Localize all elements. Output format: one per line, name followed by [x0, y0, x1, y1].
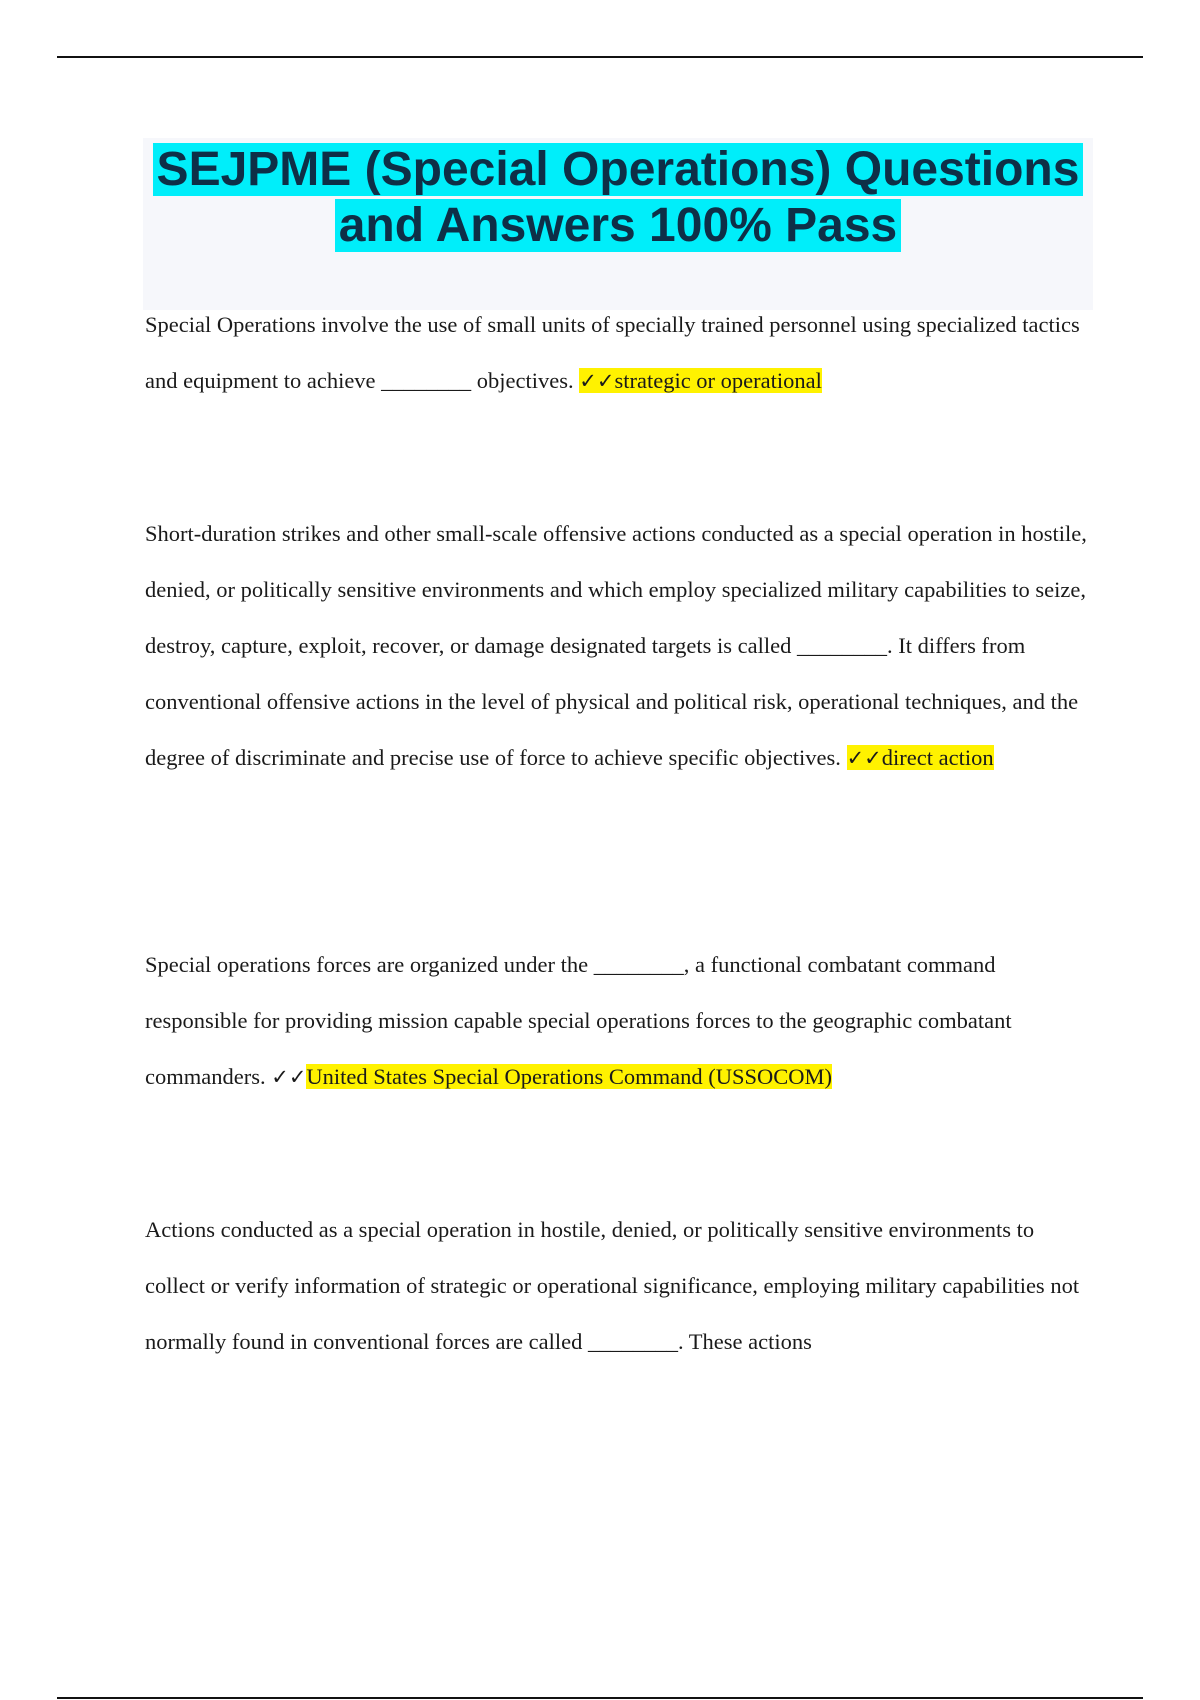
answer-text: direct action — [881, 745, 994, 770]
answer-highlight — [579, 368, 822, 393]
bottom-rule — [57, 1697, 1143, 1699]
qa-item-1 — [145, 297, 1095, 409]
document-title: SEJPME (Special Operations) Questions and Answers 100% Pass — [143, 142, 1093, 254]
checkmark-icon: ✓✓ — [271, 1065, 307, 1089]
question-text: Short-duration strikes and other small-scale offensive actions conducted as a special operation in hostile, denied, or politically sensitive environments and which employ specialized military capabilities to seize, destroy, capture, exploit, recover, or damage designated targets is called ________. It differs from conventional offensive actions in the level of physical and political risk, operational techniques, and the degree of discriminate and precise use of force to achieve specific objectives. — [145, 521, 1087, 770]
qa-item-2 — [145, 506, 1095, 786]
answer-text: United States Special Operations Command (USSOCOM) — [306, 1064, 832, 1089]
answer-highlight — [847, 745, 994, 770]
question-text: Actions conducted as a special operation in hostile, denied, or politically sensitive environments to collect or verify information of strategic or operational significance, employing military capabilities not normally found in conventional forces are called ________. These actions — [145, 1217, 1080, 1354]
qa-item-4 — [145, 1202, 1095, 1370]
checkmark-icon: ✓✓ — [846, 746, 882, 770]
answer-text: strategic or operational — [614, 368, 822, 393]
top-rule — [57, 56, 1143, 58]
question-text: Special Operations involve the use of small units of specially trained personnel using specialized tactics and equipment to achieve ________ objectives. — [145, 312, 1080, 393]
question-text: Special operations forces are organized under the ________, a functional combatant command responsible for providing mission capable special operations forces to the geographic combatant commanders. — [145, 952, 1012, 1089]
checkmark-icon: ✓✓ — [579, 369, 615, 393]
qa-item-3 — [145, 937, 1095, 1105]
answer-highlight — [306, 1064, 832, 1089]
